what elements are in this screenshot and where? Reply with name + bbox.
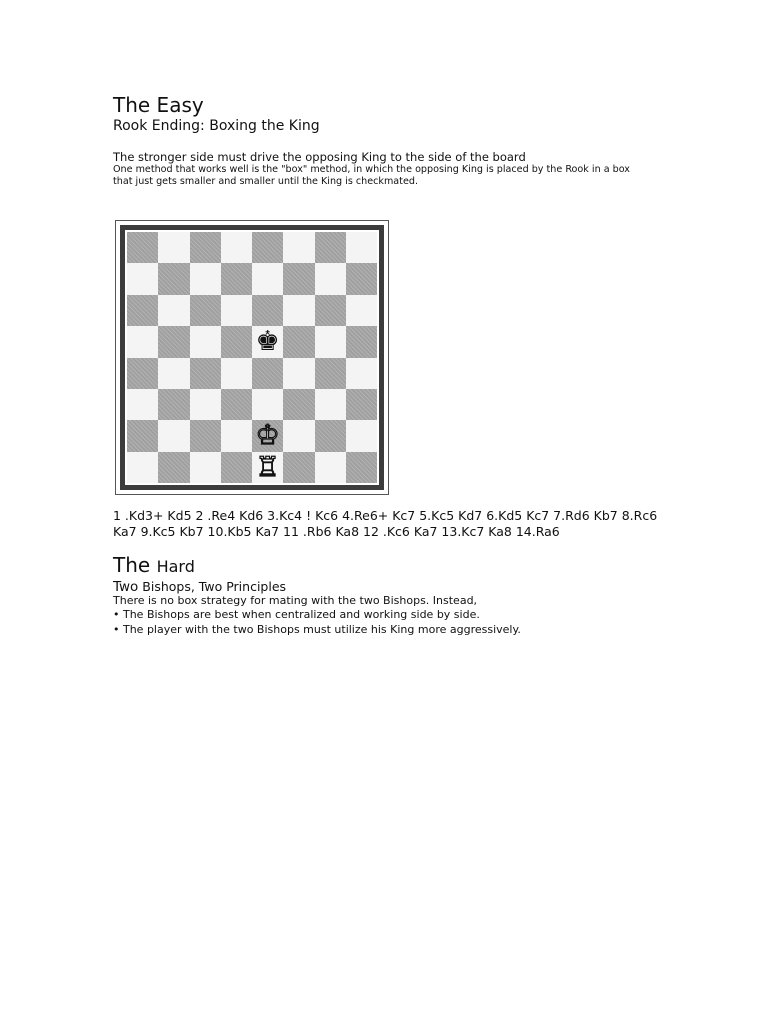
square-b6 bbox=[158, 295, 189, 326]
square-g1 bbox=[315, 452, 346, 483]
section-subtitle-hard bbox=[113, 579, 286, 595]
section-subtitle-easy: Rook Ending: Boxing the King bbox=[113, 118, 320, 134]
method-text-line-2: that just gets smaller and smaller until the King is checkmated. bbox=[113, 176, 418, 187]
square-f2 bbox=[283, 420, 314, 451]
square-f4 bbox=[283, 358, 314, 389]
square-b3 bbox=[158, 389, 189, 420]
square-g7 bbox=[315, 263, 346, 294]
square-b7 bbox=[158, 263, 189, 294]
square-h8 bbox=[346, 232, 377, 263]
square-c4 bbox=[190, 358, 221, 389]
square-d2 bbox=[221, 420, 252, 451]
square-f6 bbox=[283, 295, 314, 326]
square-g4 bbox=[315, 358, 346, 389]
square-c3 bbox=[190, 389, 221, 420]
white-rook-icon: ♖ bbox=[255, 451, 280, 483]
square-e1 bbox=[252, 452, 283, 483]
square-b4 bbox=[158, 358, 189, 389]
hard-text-line: There is no box strategy for mating with the two Bishops. Instead, bbox=[113, 594, 478, 607]
square-e8 bbox=[252, 232, 283, 263]
square-b1 bbox=[158, 452, 189, 483]
square-h1 bbox=[346, 452, 377, 483]
square-b5 bbox=[158, 326, 189, 357]
square-h3 bbox=[346, 389, 377, 420]
square-c5 bbox=[190, 326, 221, 357]
subtitle-rest: Bishops, Two Principles bbox=[138, 579, 287, 594]
square-d7 bbox=[221, 263, 252, 294]
square-f8 bbox=[283, 232, 314, 263]
square-b2 bbox=[158, 420, 189, 451]
square-f1 bbox=[283, 452, 314, 483]
square-d3 bbox=[221, 389, 252, 420]
square-a7 bbox=[127, 263, 158, 294]
chess-board-border bbox=[120, 225, 384, 490]
square-a5 bbox=[127, 326, 158, 357]
square-g8 bbox=[315, 232, 346, 263]
square-c6 bbox=[190, 295, 221, 326]
white-king-icon: ♔ bbox=[255, 420, 280, 452]
title-word-hard: Hard bbox=[156, 557, 195, 576]
subtitle-word-two: Two bbox=[113, 579, 139, 595]
square-c8 bbox=[190, 232, 221, 263]
square-a3 bbox=[127, 389, 158, 420]
black-king-icon: ♚ bbox=[255, 326, 280, 358]
square-f5 bbox=[283, 326, 314, 357]
square-h5 bbox=[346, 326, 377, 357]
square-a2 bbox=[127, 420, 158, 451]
square-h2 bbox=[346, 420, 377, 451]
square-a8 bbox=[127, 232, 158, 263]
square-e4 bbox=[252, 358, 283, 389]
square-g5 bbox=[315, 326, 346, 357]
square-d5 bbox=[221, 326, 252, 357]
square-e6 bbox=[252, 295, 283, 326]
chess-diagram bbox=[115, 220, 389, 495]
square-f3 bbox=[283, 389, 314, 420]
square-e3 bbox=[252, 389, 283, 420]
square-f7 bbox=[283, 263, 314, 294]
square-d4 bbox=[221, 358, 252, 389]
square-b8 bbox=[158, 232, 189, 263]
square-h7 bbox=[346, 263, 377, 294]
square-d8 bbox=[221, 232, 252, 263]
square-c7 bbox=[190, 263, 221, 294]
method-text-line-1: One method that works well is the "box" method, in which the opposing King is placed by the Rook in a box bbox=[113, 164, 630, 175]
square-g2 bbox=[315, 420, 346, 451]
square-a6 bbox=[127, 295, 158, 326]
section-title-easy: The Easy bbox=[113, 93, 204, 117]
square-e7 bbox=[252, 263, 283, 294]
square-a1 bbox=[127, 452, 158, 483]
square-g6 bbox=[315, 295, 346, 326]
square-d1 bbox=[221, 452, 252, 483]
move-list-line-2: Ka7 9.Kc5 Kb7 10.Kb5 Ka7 11 .Rb6 Ka8 12 .Kc6 Ka7 13.Kc7 Ka8 14.Ra6 bbox=[113, 524, 560, 539]
square-g3 bbox=[315, 389, 346, 420]
bullet-item-1: • The Bishops are best when centralized and working side by side. bbox=[113, 608, 480, 621]
square-a4 bbox=[127, 358, 158, 389]
square-h4 bbox=[346, 358, 377, 389]
move-list-line-1: 1 .Kd3+ Kd5 2 .Re4 Kd6 3.Kc4 ! Kc6 4.Re6+ Kc7 5.Kc5 Kd7 6.Kd5 Kc7 7.Rd6 Kb7 8.Rc6 bbox=[113, 508, 658, 523]
chess-board bbox=[127, 232, 377, 483]
intro-text: The stronger side must drive the opposing King to the side of the board bbox=[113, 150, 526, 164]
title-word-the: The bbox=[113, 553, 151, 577]
section-title-hard bbox=[113, 553, 195, 577]
square-c1 bbox=[190, 452, 221, 483]
square-e2 bbox=[252, 420, 283, 451]
bullet-item-2: • The player with the two Bishops must utilize his King more aggressively. bbox=[113, 623, 521, 636]
square-d6 bbox=[221, 295, 252, 326]
square-e5 bbox=[252, 326, 283, 357]
square-h6 bbox=[346, 295, 377, 326]
square-c2 bbox=[190, 420, 221, 451]
